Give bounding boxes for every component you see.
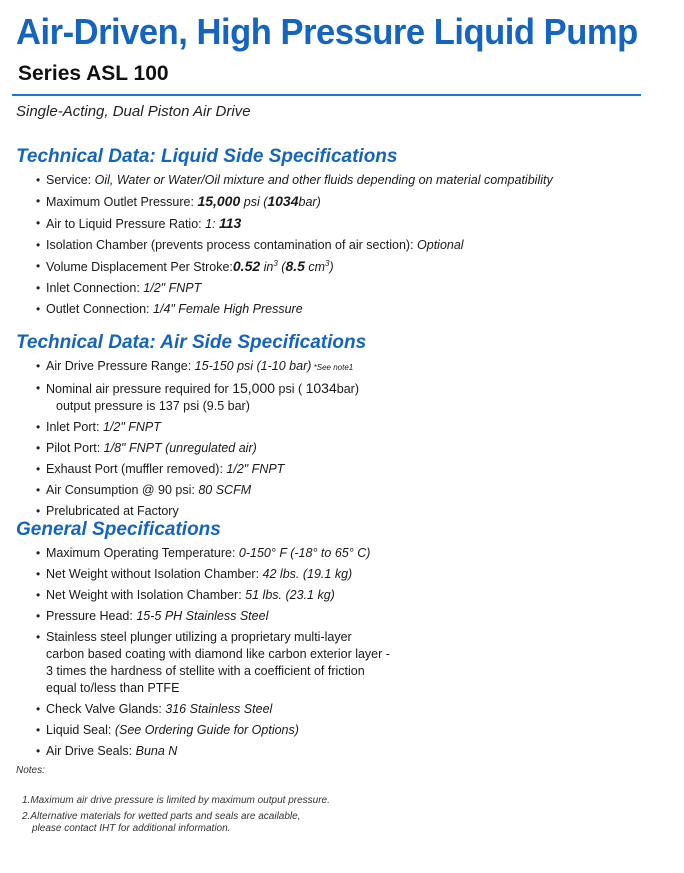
liquid-specs-list	[16, 172, 656, 318]
spec-label: Net Weight with Isolation Chamber:	[46, 588, 246, 602]
spec-unit: bar)	[336, 382, 359, 396]
spec-value: 0.52	[232, 258, 261, 274]
note-item: 1.Maximum air drive pressure is limited by maximum output pressure.	[22, 795, 330, 806]
spec-label: Air Drive Seals:	[46, 744, 136, 758]
spec-value: 1034	[267, 193, 299, 209]
spec-unit: psi (	[240, 195, 268, 209]
list-item	[16, 503, 656, 520]
list-item	[16, 566, 656, 583]
note-text: please contact IHT for additional information.	[32, 823, 231, 834]
notes-heading: Notes:	[16, 765, 45, 776]
list-item	[16, 743, 656, 760]
spec-label: Air to Liquid Pressure Ratio:	[46, 217, 206, 231]
spec-value: (See Ordering Guide for Options)	[114, 723, 299, 737]
list-item	[16, 380, 656, 415]
page-subtitle: Single-Acting, Dual Piston Air Drive	[16, 103, 251, 120]
series-label: Series ASL 100	[18, 62, 169, 85]
spec-label: Air Consumption @ 90 psi:	[46, 483, 199, 497]
general-specs-list	[16, 545, 656, 760]
spec-label: Inlet Connection:	[46, 281, 144, 295]
air-specs-list	[16, 358, 656, 520]
list-item	[16, 215, 656, 233]
spec-value: Optional	[417, 238, 464, 252]
notes-list	[22, 795, 542, 839]
spec-label: Maximum Operating Temperature:	[46, 546, 239, 560]
air-specs-section	[16, 332, 656, 520]
spec-unit: cm	[304, 260, 326, 274]
spec-value: 1/2" FNPT	[226, 462, 285, 476]
spec-unit: in	[260, 260, 274, 274]
list-item	[16, 701, 656, 718]
spec-value: 15-5 PH Stainless Steel	[136, 609, 269, 623]
note-text: 2.Alternative materials for wetted parts and seals are acailable,	[22, 811, 301, 822]
spec-label: Outlet Connection:	[46, 302, 154, 316]
spec-value: 51 lbs. (23.1 kg)	[245, 588, 335, 602]
spec-label: • Stainless steel plunger utilizing a proprietary multi-layer	[46, 630, 352, 644]
list-item	[16, 358, 656, 376]
list-item	[16, 608, 656, 625]
note-item	[22, 811, 542, 835]
list-item	[16, 280, 656, 297]
list-item	[16, 193, 656, 211]
general-specs-heading: General Specifications	[16, 519, 221, 540]
spec-label: Volume Displacement Per Stroke:	[46, 260, 233, 274]
liquid-specs-section	[16, 146, 656, 318]
spec-value: 15,000	[232, 380, 276, 396]
list-item	[16, 587, 656, 604]
list-item	[16, 482, 656, 499]
spec-value: 1/2" FNPT	[143, 281, 202, 295]
spec-value: 1/4" Female High Pressure	[153, 302, 303, 316]
spec-label: Check Valve Glands:	[46, 702, 166, 716]
spec-label: Nominal air pressure required for	[46, 382, 233, 396]
spec-unit: 3	[325, 258, 330, 268]
list-item	[16, 440, 656, 457]
spec-label: equal to/less than PTFE	[46, 681, 180, 695]
liquid-specs-heading: Technical Data: Liquid Side Specifications	[16, 146, 398, 167]
spec-value: 15,000	[197, 193, 241, 209]
list-item	[16, 258, 656, 276]
list-item	[16, 629, 656, 697]
spec-label: Prelubricated at Factory	[46, 504, 179, 518]
spec-label: Service:	[46, 173, 95, 187]
page-title: Air-Driven, High Pressure Liquid Pump	[16, 11, 638, 52]
list-item	[16, 461, 656, 478]
list-item	[16, 419, 656, 436]
spec-value: 1/2" FNPT	[102, 420, 161, 434]
spec-label: Pilot Port:	[46, 441, 104, 455]
spec-unit: )	[329, 260, 334, 274]
list-item	[16, 237, 656, 254]
air-specs-heading: Technical Data: Air Side Specifications	[16, 332, 367, 353]
general-specs-section	[16, 519, 656, 760]
spec-value: 0-150° F (-18° to 65° C)	[238, 546, 371, 560]
spec-unit: psi (	[275, 382, 306, 396]
spec-value: 80 SCFM	[198, 483, 252, 497]
list-item	[16, 172, 656, 189]
spec-value: Oil, Water or Water/Oil mixture and other fluids depending on material compatibility	[94, 173, 553, 187]
list-item	[16, 301, 656, 318]
spec-label: Pressure Head:	[46, 609, 137, 623]
spec-label: Exhaust Port (muffler removed):	[46, 462, 227, 476]
spec-label: Maximum Outlet Pressure:	[46, 195, 198, 209]
spec-label: Air Drive Pressure Range:	[46, 359, 195, 373]
list-item	[16, 722, 656, 739]
list-item	[16, 545, 656, 562]
spec-value: 1/8" FNPT (unregulated air)	[103, 441, 257, 455]
spec-unit: 3	[273, 258, 278, 268]
note-reference: *See note1	[311, 363, 354, 372]
spec-unit: bar)	[298, 195, 321, 209]
spec-value: 1:	[205, 217, 220, 231]
spec-value: Buna N	[135, 744, 178, 758]
spec-value: 316 Stainless Steel	[165, 702, 273, 716]
header-divider	[12, 94, 641, 96]
spec-label: carbon based coating with diamond like carbon exterior layer -	[46, 647, 390, 661]
spec-value: 15-150 psi (1-10 bar)	[194, 359, 312, 373]
spec-label: Isolation Chamber (prevents process contamination of air section):	[46, 238, 418, 252]
spec-value: 113	[219, 215, 242, 231]
spec-unit: (	[277, 260, 286, 274]
spec-label: Net Weight without Isolation Chamber:	[46, 567, 263, 581]
spec-label: Liquid Seal:	[46, 723, 115, 737]
spec-value: 8.5	[285, 258, 305, 274]
spec-value: output pressure is 137 psi (9.5 bar)	[56, 399, 250, 413]
spec-label: 3 times the hardness of stellite with a coefficient of friction	[46, 664, 365, 678]
spec-label: Inlet Port:	[46, 420, 103, 434]
spec-value: 42 lbs. (19.1 kg)	[262, 567, 353, 581]
spec-value: 1034	[305, 380, 337, 396]
